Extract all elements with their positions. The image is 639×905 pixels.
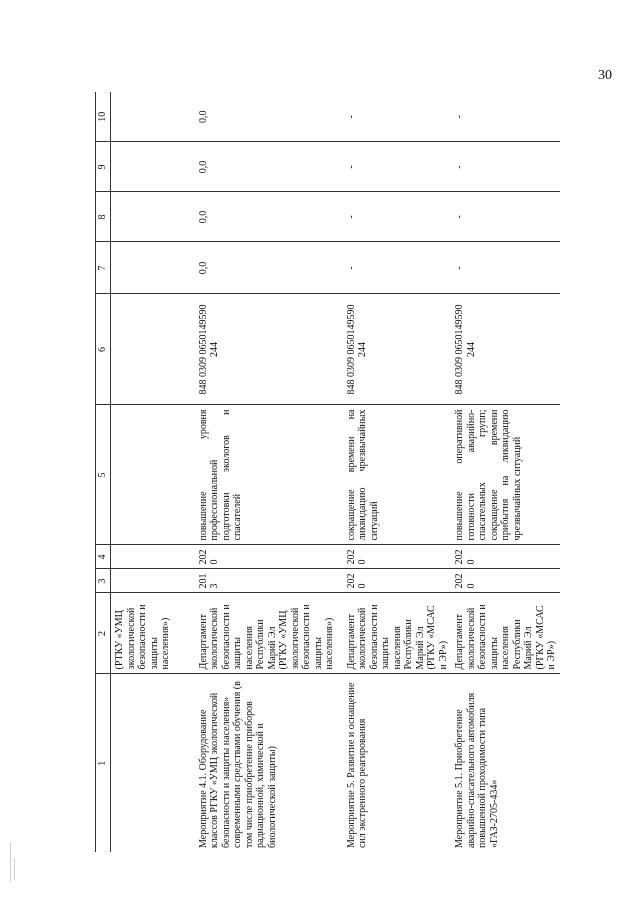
value-col-7: - [343, 242, 452, 294]
column-header: 6 [96, 294, 111, 405]
column-header: 7 [96, 242, 111, 294]
activity-name: Мероприятие 4.1. Оборудование классов РГКУ «УМЦ экологической безопасности и защиты населения» современными средствами обучения (в том числе приобретение приборов радиационной, химической и биологической защиты) [197, 681, 278, 848]
end-year: 2020 [195, 545, 343, 569]
value-col-8 [111, 192, 195, 242]
value-col-9: - [343, 142, 452, 192]
budget-code [111, 294, 195, 405]
table-row [451, 92, 560, 852]
budget-code: 848 0309 0650149590 244 [451, 294, 560, 405]
column-header: 5 [96, 405, 111, 545]
column-header: 3 [96, 569, 111, 593]
value-col-7: - [451, 242, 560, 294]
value-col-8: 0,0 [195, 192, 343, 242]
column-header: 2 [96, 593, 111, 674]
table-row [111, 92, 195, 852]
start-year: 2020 [451, 569, 560, 593]
column-header: 8 [96, 192, 111, 242]
value-col-10 [111, 92, 195, 142]
scan-edge-mark [10, 842, 11, 882]
value-col-8: - [451, 192, 560, 242]
responsible-executor: Департамент экологической безопасности и защиты населения Республики Марий Эл (РГКУ «МСАС и ЭР») [343, 593, 452, 674]
activity-name: Мероприятие 5.1. Приобретение аварийно-спасательного автомобиля повышенной проходимости типа «ГАЗ-2705-434» [454, 692, 500, 848]
start-year: 2020 [343, 569, 452, 593]
end-year: 2020 [343, 545, 452, 569]
value-col-7 [111, 242, 195, 294]
start-year: 2013 [195, 569, 343, 593]
column-header: 4 [96, 545, 111, 569]
value-col-8: - [343, 192, 452, 242]
start-year [111, 569, 195, 593]
budget-code: 848 0309 0650149590 244 [195, 294, 343, 405]
value-col-10: - [451, 92, 560, 142]
value-col-9: - [451, 142, 560, 192]
column-header: 10 [96, 92, 111, 142]
value-col-7: 0,0 [195, 242, 343, 294]
scan-edge-mark [14, 858, 15, 880]
expected-result: повышение оперативной готовности аварийно-спасательных групп; сокращение времени прибытия на ликвидацию чрезвычайных ситуаций [451, 405, 560, 545]
expected-result [111, 405, 195, 545]
responsible-executor: Департамент экологической безопасности и защиты населения Республики Марий Эл (РГКУ «МСАС и ЭР») [451, 593, 560, 674]
activity-name [111, 674, 195, 852]
end-year: 2020 [451, 545, 560, 569]
responsible-executor: Департамент экологической безопасности и защиты населения Республики Марий Эл (РГКУ «УМЦ экологической безопасности и защиты населения») [195, 593, 343, 674]
page-number: 30 [598, 68, 612, 83]
table-row [343, 92, 452, 852]
value-col-9: 0,0 [195, 142, 343, 192]
budget-code: 848 0309 0650149590 244 [343, 294, 452, 405]
expected-result: повышение уровня профессиональной подготовки экологов и спасателей [195, 405, 343, 545]
program-activities-table [95, 92, 560, 852]
responsible-executor: (РТКУ «УМЦ экологической безопасности и защиты населения») [111, 593, 195, 674]
value-col-10: - [343, 92, 452, 142]
table-row [195, 92, 343, 852]
column-header: 9 [96, 142, 111, 192]
column-header: 1 [96, 674, 111, 852]
value-col-9 [111, 142, 195, 192]
column-number-header [96, 92, 111, 852]
end-year [111, 545, 195, 569]
activity-name: Мероприятие 5. Развитие и оснащение сил экстренного реагирования [345, 682, 368, 848]
value-col-10: 0,0 [195, 92, 343, 142]
expected-result: сокращение времени на ликвидацию чрезвычайных ситуаций [343, 405, 452, 545]
